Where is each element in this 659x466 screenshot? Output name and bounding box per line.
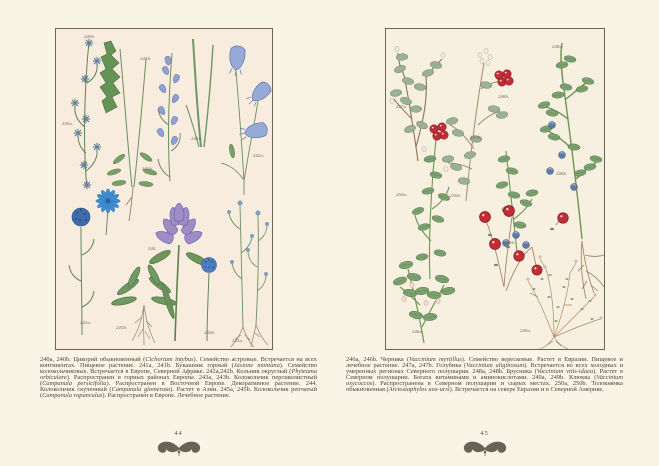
- blueberry-branch-illustration: [537, 43, 604, 299]
- figure-label: 247a.: [396, 104, 408, 109]
- harebell-illustration: [221, 45, 273, 195]
- bilberry-flowering-illustration: [392, 260, 455, 343]
- figure-label: 247b.: [470, 135, 482, 140]
- figure-label: 242b.: [204, 330, 216, 335]
- bearberry-illustration: [442, 48, 513, 201]
- figure-label: 245b.: [116, 325, 128, 330]
- cranberry-berries-illustration: [480, 206, 569, 291]
- flourish-ornament-icon: [156, 440, 202, 456]
- page-number: 45: [480, 430, 489, 437]
- bell-spike-illustration: [156, 53, 180, 181]
- figure-label: 243b.: [140, 56, 152, 61]
- round-head-flower-illustration: [202, 258, 217, 342]
- botanical-plate-berries: [385, 28, 605, 350]
- caption-right: 246a, 246b. Черника (Vaccinium myrtillus). Семейство вересковые. Растет в Евразии. Пищевое и лечебное растение. 247a, 247b. Голубика (Vaccinium uliginosum). Встречается во всех холодных и умеренных регионах Северного полушария. 248a, 248b. Брусника (Vaccinium vitis-idaea). Растет в Северном полушарии. Богата витаминами и аминокислотами. 249a, 249b. Клюква (Vaccinium oxycoccos). Распространена в Северном полушарии и сырых местах. 250a, 250b. Толокнянка обыкновенная (Arctostaphylos uva-ursi). Встречается на севере Евразии и в Северной Америке.: [346, 356, 623, 393]
- folio-left: [40, 430, 317, 456]
- berry-plate-illustration: [386, 29, 606, 351]
- figure-label: 240b.: [84, 34, 96, 39]
- page-number: 44: [174, 430, 183, 437]
- figure-label: 249b.: [504, 240, 516, 245]
- page-number-ornament: [462, 430, 508, 456]
- figure-label: 248a.: [552, 44, 564, 49]
- page-number-ornament: [156, 430, 202, 456]
- figure-label: 241a.: [80, 320, 92, 325]
- toothed-leaf: [100, 41, 120, 113]
- figure-label: 246a.: [412, 329, 424, 334]
- figure-label: 250b.: [450, 193, 462, 198]
- figure-label: 246b.: [556, 171, 568, 176]
- figure-label: 245a.: [232, 338, 244, 343]
- botanical-plate-bellflowers: [55, 28, 273, 350]
- flourish-ornament-icon: [462, 440, 508, 456]
- figure-label: 250a.: [396, 192, 408, 197]
- caption-left: 240a, 240b. Цикорий обыкновенный (Cichorium intybus). Семейство астровые. Встречается на всех континентах. Пищевое растение. 241a, 241b. Букашник горный (Jasione montana). Семейство колокольчиковые. Встречается в Европе, Северной Африке. 242a,242b. Кольник округлый (Phyteuma orbiculare). Распространен в горных районах Европы. 243a, 243b. Колокольчик персиколистный (Campanula persicifolia). Распространен в Восточной Европе. Декоративное растение. 244. Колокольчик скученный (Campanula glomerata). Растет в Азии. 245a, 245b. Колокольчик репчатый (Campanula rapunculus). Распространен в Европе. Лечебное растение.: [40, 356, 317, 399]
- chicory-stem-illustration: [71, 39, 120, 189]
- figure-label: 243a.: [191, 136, 203, 141]
- sheepsbit-illustration: [69, 208, 94, 335]
- figure-label: 249a.: [520, 328, 532, 333]
- grass-leaves-illustration: [186, 39, 213, 147]
- bellflower-plate-illustration: [56, 29, 274, 351]
- figure-label: 240a.: [62, 121, 74, 126]
- bilberry-shoot-illustration: [495, 151, 538, 261]
- folio-right: [346, 430, 623, 456]
- figure-label: 244.: [148, 246, 157, 251]
- figure-label: 248b.: [498, 94, 510, 99]
- figure-label: 241b.: [142, 166, 154, 171]
- wiry-stems-illustration: [227, 201, 268, 347]
- chicory-flower-illustration: [96, 189, 121, 235]
- lingonberry-illustration: [411, 123, 450, 279]
- clustered-bellflower-illustration: [148, 203, 209, 341]
- figure-label: 242a.: [253, 153, 265, 158]
